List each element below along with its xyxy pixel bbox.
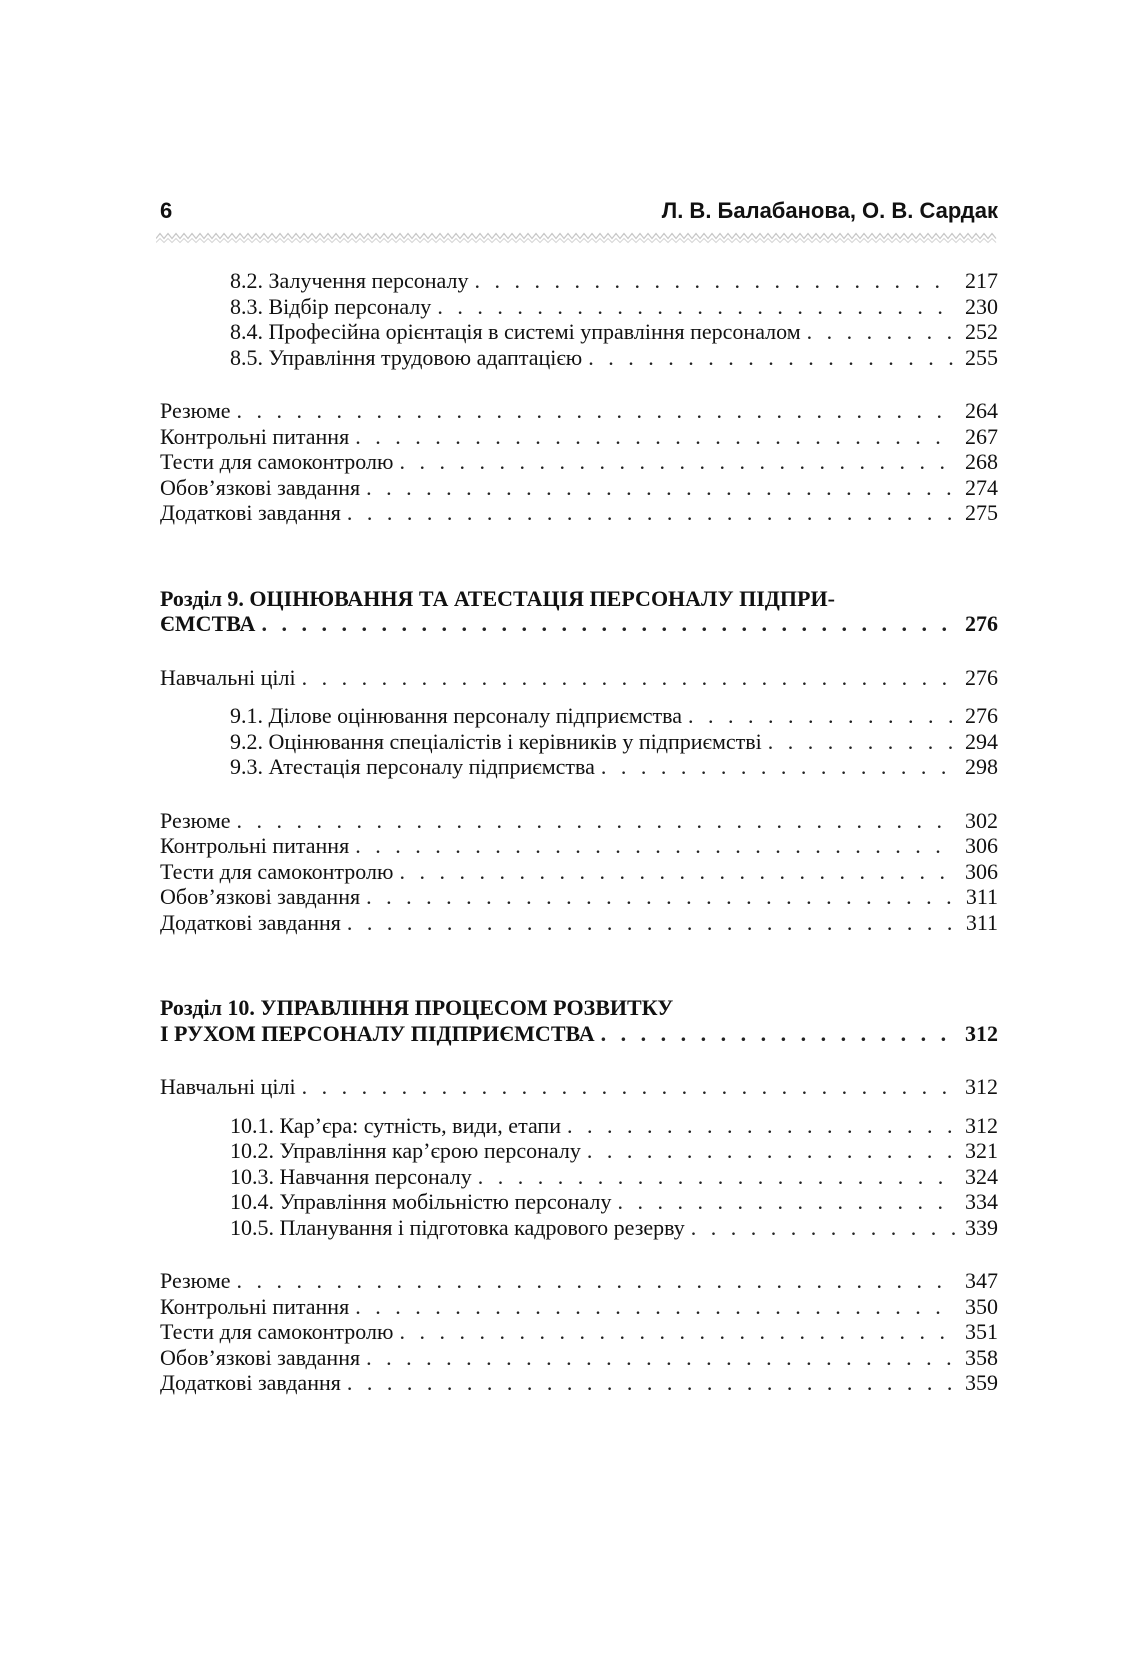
dot-leader bbox=[472, 1164, 955, 1190]
entry-title: 10.1. Кар’єра: сутність, види, етапи bbox=[230, 1112, 561, 1138]
toc-entry[interactable] bbox=[160, 703, 998, 729]
entry-page: 347 bbox=[965, 1268, 998, 1293]
toc-entry[interactable] bbox=[160, 1268, 998, 1294]
entry-title: Обов’язкові завдання bbox=[160, 1344, 361, 1370]
entry-page: 312 bbox=[965, 1074, 998, 1099]
dot-leader bbox=[360, 475, 955, 501]
entry-page: 306 bbox=[965, 858, 998, 884]
toc-entry[interactable] bbox=[160, 1138, 998, 1164]
entry-title: 10.4. Управління мобільністю персоналу bbox=[230, 1189, 612, 1214]
entry-page: 268 bbox=[965, 449, 998, 474]
dot-leader bbox=[341, 500, 955, 526]
entry-title: Резюме bbox=[160, 398, 231, 423]
dot-leader bbox=[296, 1074, 955, 1100]
toc-entry[interactable] bbox=[160, 754, 998, 780]
entry-page: 230 bbox=[965, 293, 998, 319]
dot-leader bbox=[431, 294, 955, 320]
entry-page: 294 bbox=[965, 728, 998, 754]
entry-title: Навчальні цілі bbox=[160, 664, 296, 690]
toc-entry[interactable] bbox=[160, 910, 998, 936]
decorative-wave-rule bbox=[156, 231, 998, 245]
dot-leader bbox=[349, 833, 955, 859]
entry-title: Контрольні питання bbox=[160, 1293, 350, 1319]
entry-page: 311 bbox=[965, 884, 998, 909]
dot-leader bbox=[582, 345, 955, 371]
entry-page: 264 bbox=[965, 398, 998, 423]
toc-entry[interactable] bbox=[160, 833, 998, 859]
toc-entry[interactable] bbox=[160, 1319, 998, 1345]
entry-title: 8.3. Відбір персоналу bbox=[230, 293, 432, 319]
entry-page: 350 bbox=[965, 1293, 998, 1319]
entry-page: 312 bbox=[965, 1112, 998, 1138]
entry-page: 267 bbox=[965, 423, 998, 449]
dot-leader bbox=[231, 808, 955, 834]
toc-entry[interactable] bbox=[160, 1370, 998, 1396]
dot-leader bbox=[341, 1370, 955, 1396]
entry-title: Контрольні питання bbox=[160, 833, 350, 858]
dot-leader bbox=[341, 910, 956, 936]
entry-title: 10.3. Навчання персоналу bbox=[230, 1163, 472, 1189]
toc-entry[interactable] bbox=[160, 1294, 998, 1320]
dot-leader bbox=[685, 1215, 955, 1241]
header-authors: Л. В. Балабанова, О. В. Сардак bbox=[661, 198, 998, 223]
entry-page: 276 bbox=[965, 664, 998, 690]
toc-entry[interactable] bbox=[160, 475, 998, 501]
dot-leader bbox=[231, 398, 955, 424]
entry-title: 9.1. Ділове оцінювання персоналу підприємства bbox=[230, 703, 682, 728]
dot-leader bbox=[296, 665, 955, 691]
entry-page: 276 bbox=[965, 703, 998, 728]
toc-entry[interactable] bbox=[160, 808, 998, 834]
entry-title: 9.2. Оцінювання спеціалістів і керівників у підприємстві bbox=[230, 728, 762, 754]
toc-entry[interactable] bbox=[160, 1074, 998, 1100]
dot-leader bbox=[561, 1113, 955, 1139]
dot-leader bbox=[468, 268, 955, 294]
entry-page: 306 bbox=[965, 833, 998, 858]
chapter-10-heading[interactable]: Розділ 10. УПРАВЛІННЯ ПРОЦЕСОМ РОЗВИТКУ bbox=[160, 995, 674, 1020]
toc-entry[interactable] bbox=[160, 345, 998, 371]
toc-entry[interactable] bbox=[160, 319, 998, 345]
toc-entry[interactable] bbox=[160, 729, 998, 755]
toc-entry[interactable] bbox=[160, 859, 998, 885]
toc-entry[interactable] bbox=[160, 500, 998, 526]
table-of-contents bbox=[160, 268, 998, 1396]
entry-page: 312 bbox=[965, 1020, 998, 1046]
toc-entry-chapter-10[interactable] bbox=[160, 1021, 998, 1047]
page-number: 6 bbox=[160, 198, 173, 223]
entry-title: Додаткові завдання bbox=[160, 909, 341, 935]
entry-page: 217 bbox=[965, 268, 998, 293]
toc-entry[interactable] bbox=[160, 398, 998, 424]
dot-leader bbox=[801, 319, 955, 345]
entry-title: Додаткові завдання bbox=[160, 500, 341, 525]
entry-page: 252 bbox=[965, 319, 998, 344]
entry-title: Навчальні цілі bbox=[160, 1074, 296, 1099]
entry-title: Обов’язкові завдання bbox=[160, 474, 361, 500]
dot-leader bbox=[393, 449, 955, 475]
entry-title: Резюме bbox=[160, 1268, 231, 1293]
entry-title: Тести для самоконтролю bbox=[160, 858, 394, 884]
chapter-10-heading-cont: І РУХОМ ПЕРСОНАЛУ ПІДПРИЄМСТВА bbox=[160, 1020, 595, 1046]
dot-leader bbox=[595, 754, 955, 780]
entry-title: 10.5. Планування і підготовка кадрового резерву bbox=[230, 1214, 685, 1240]
entry-page: 302 bbox=[965, 807, 998, 833]
dot-leader bbox=[595, 1021, 955, 1047]
dot-leader bbox=[349, 424, 955, 450]
entry-page: 311 bbox=[965, 909, 998, 935]
entry-page: 358 bbox=[965, 1344, 998, 1370]
dot-leader bbox=[393, 859, 955, 885]
entry-page: 276 bbox=[965, 611, 998, 636]
dot-leader bbox=[393, 1319, 955, 1345]
entry-page: 351 bbox=[965, 1319, 998, 1344]
chapter-9-heading-cont: ЄМСТВА bbox=[160, 611, 256, 636]
entry-page: 275 bbox=[965, 500, 998, 525]
dot-leader bbox=[255, 611, 955, 637]
dot-leader bbox=[360, 884, 956, 910]
entry-page: 334 bbox=[965, 1189, 998, 1214]
entry-title: Додаткові завдання bbox=[160, 1370, 341, 1395]
entry-title: 8.2. Залучення персоналу bbox=[230, 268, 469, 293]
toc-entry[interactable] bbox=[160, 1164, 998, 1190]
toc-entry[interactable] bbox=[160, 1345, 998, 1371]
dot-leader bbox=[682, 703, 955, 729]
toc-entry[interactable] bbox=[160, 449, 998, 475]
dot-leader bbox=[612, 1189, 956, 1215]
toc-entry[interactable] bbox=[160, 268, 998, 294]
dot-leader bbox=[360, 1345, 955, 1371]
entry-title: Тести для самоконтролю bbox=[160, 449, 394, 474]
entry-title: Тести для самоконтролю bbox=[160, 1319, 394, 1344]
entry-page: 321 bbox=[965, 1138, 998, 1163]
running-header bbox=[160, 196, 998, 226]
entry-page: 274 bbox=[965, 474, 998, 500]
toc-entry[interactable] bbox=[160, 665, 998, 691]
entry-title: 9.3. Атестація персоналу підприємства bbox=[230, 754, 595, 779]
entry-page: 255 bbox=[965, 344, 998, 370]
entry-page: 298 bbox=[965, 754, 998, 779]
toc-entry[interactable] bbox=[160, 1113, 998, 1139]
entry-page: 339 bbox=[965, 1214, 998, 1240]
toc-entry[interactable] bbox=[160, 1189, 998, 1215]
dot-leader bbox=[349, 1294, 955, 1320]
chapter-9-heading[interactable]: Розділ 9. ОЦІНЮВАННЯ ТА АТЕСТАЦІЯ ПЕРСОНАЛУ ПІДПРИ- bbox=[160, 585, 835, 611]
dot-leader bbox=[231, 1268, 955, 1294]
entry-title: 8.5. Управління трудовою адаптацією bbox=[230, 344, 583, 370]
entry-title: Резюме bbox=[160, 807, 231, 833]
toc-entry[interactable] bbox=[160, 884, 998, 910]
toc-entry[interactable] bbox=[160, 1215, 998, 1241]
toc-entry[interactable] bbox=[160, 424, 998, 450]
toc-entry[interactable] bbox=[160, 294, 998, 320]
entry-page: 324 bbox=[965, 1163, 998, 1189]
toc-entry-chapter-9[interactable] bbox=[160, 611, 998, 637]
entry-title: Обов’язкові завдання bbox=[160, 884, 361, 909]
entry-title: Контрольні питання bbox=[160, 423, 350, 449]
dot-leader bbox=[581, 1138, 955, 1164]
entry-page: 359 bbox=[965, 1370, 998, 1395]
dot-leader bbox=[762, 729, 955, 755]
entry-title: 8.4. Професійна орієнтація в системі управління персоналом bbox=[230, 319, 801, 344]
entry-title: 10.2. Управління кар’єрою персоналу bbox=[230, 1138, 581, 1163]
